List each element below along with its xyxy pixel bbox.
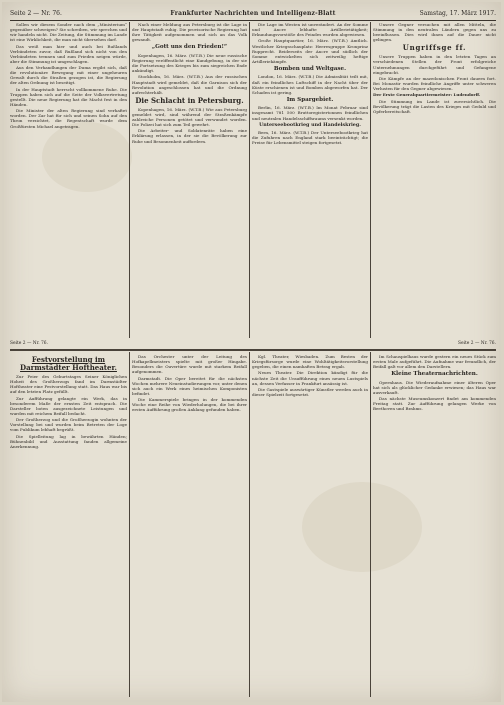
column-rule — [129, 22, 130, 338]
paragraph: Unsere Gegner versuchen mit allen Mitteln, die Stimmung in den neutralen Ländern gegen uns zu beeinflussen. Dies wird ihnen auf die Dauer nicht gelingen. — [373, 22, 496, 43]
paragraph: Das weiß man hier und auch bei Rußlands Verbündeten zuvor, daß Rußland sich nicht von den Verbündeten trennen und zum Frieden neigen würde, aber die Stimmung ist umgeschlagen. — [10, 43, 127, 64]
paragraph: Die Arbeiter- und Soldatenräte haben eine Erklärung erlassen, in der sie die Bevölkerung zur Ruhe und Besonnenheit auffordern. — [132, 128, 247, 144]
footer-right: Seite 2 — Nr. 76. — [458, 341, 496, 346]
headline-theater: Kleine Theaternachrichten. — [391, 371, 478, 378]
footer-left: Seite 2 — Nr. 76. — [10, 341, 48, 346]
paragraph: Große Hauptquartier, 16. März. (W.T.B.) Amtlich. Westlicher Kriegsschauplatz: Heeresgruppe Kronprinz Rupprecht. Beiderseits der Ancre und südlich der Somme entwickelten sich zeitweilig heftige Artilleriekämpfe. — [252, 38, 368, 64]
paragraph: Die Kammerspiele bringen in der kommenden Woche eine Reihe von Wiederholungen, die bei ihrer ersten Aufführung großen Anklang gefunden haben. — [132, 397, 247, 413]
column-top-4 — [373, 22, 496, 338]
headline-petersburg: Die Schlacht in Petersburg. — [135, 95, 244, 105]
newspaper-title: Frankfurter Nachrichten und Intelligenz-Blatt — [170, 10, 336, 17]
paragraph: Kgl. Theater, Wiesbaden. Zum Besten der Kriegsfürsorge wurde eine Wohltätigkeitsvorstellung gegeben, die einen namhaften Betrag ergab. — [252, 354, 368, 370]
newspaper-page — [2, 2, 501, 702]
column-bottom-2 — [132, 354, 247, 697]
headline-bomben: Bomben und Weltgase. — [273, 65, 347, 72]
column-top-3 — [252, 22, 368, 338]
paragraph: Zur Feier des Geburtstages Seiner Königlichen Hoheit des Großherzogs fand im Darmstädter Hoftheater eine Festvorstellung statt. Das Haus war bis auf den letzten Platz gefüllt. — [10, 374, 127, 395]
paragraph: Der Großherzog und die Großherzogin wohnten der Vorstellung bei und wurden beim Betreten der Loge vom Publikum lebhaft begrüßt. — [10, 417, 127, 433]
column-rule — [370, 352, 371, 697]
paragraph: Bern, 16. März. (W.T.B.) Der Unterseebootkrieg hat die Zufuhren nach England stark beeinträchtigt; die Preise für Lebensmittel steigen fortgesetzt. — [252, 130, 368, 146]
column-top-2 — [132, 22, 247, 338]
paragraph: Nach einer Meldung aus Petersburg ist die Lage in der Hauptstadt ruhig. Die provisorische Regierung hat ihre Tätigkeit aufgenommen und sich an das Volk gewandt. — [132, 22, 247, 43]
paragraph: Unsere Truppen haben in den letzten Tagen an verschiedenen Stellen der Front erfolgreiche Unternehmungen durchgeführt und Gefangene eingebracht. — [373, 54, 496, 75]
paragraph: Im Schauspielhaus wurde gestern ein neues Stück zum ersten Male aufgeführt. Die Aufnahme war freundlich, der Beifall galt vor allem den Darstellern. — [373, 354, 496, 370]
paragraph: Die Gastspiele auswärtiger Künstler werden auch in dieser Spielzeit fortgesetzt. — [252, 386, 368, 398]
column-rule — [249, 22, 250, 338]
paragraph: Kopenhagen, 16. März. (W.T.B.) Wie aus Petersburg gemeldet wird, sind während der Straßenkämpfe zahlreiche Personen getötet und verwundet worden. Die Polizei hat sich zum Teil gewehrt. — [132, 106, 247, 128]
paragraph: Die Minister der alten Regierung sind verhaftet worden. Der Zar hat für sich und seinen Sohn auf den Thron verzichtet, die Regentschaft wurde dem Großfürsten Michael angetragen. — [10, 108, 127, 129]
section-divider — [10, 349, 496, 351]
paragraph: Stockholm, 16. März. (W.T.B.) Aus der russischen Hauptstadt wird gemeldet, daß die Garnison sich der Revolution angeschlossen hat und die Ordnung aufrechterhält. — [132, 74, 247, 95]
column-rule — [370, 22, 371, 338]
column-bottom-1 — [10, 354, 127, 697]
headline-kriegsziele: „Gott uns den Frieden!“ — [151, 44, 228, 51]
column-bottom-3 — [252, 354, 368, 697]
paragraph: Die Spielleitung lag in bewährten Händen; Bühnenbild und Ausstattung fanden allgemeine Anerkennung. — [10, 433, 127, 449]
issue-number: Seite 2 — Nr. 76. — [10, 10, 62, 17]
column-bottom-4 — [373, 354, 496, 697]
masthead — [10, 8, 496, 21]
headline-festvorstellung: Festvorstellung im Darmstädter Hoftheater. — [20, 355, 117, 372]
paragraph: Neues Theater. Die Direktion kündigt für die nächste Zeit die Uraufführung eines neuen Lustspiels an, dessen Verfasser in Frankfurt ansässig ist. — [252, 370, 368, 386]
paragraph: Das Orchester unter der Leitung des Hofkapellmeisters spielte mit großer Hingabe. Besonders die Ouvertüre wurde mit starkem Beifall aufgenommen. — [132, 354, 247, 375]
paragraph: Aus den Verhandlungen der Duma ergibt sich, daß die revolutionäre Bewegung mit einer ungeheuren Gewalt durch die Straßen gezogen ist, die Regierung der alten Ordnung ist beseitigt. — [10, 65, 127, 86]
paragraph: Darmstadt. Die Oper bereitet für die nächsten Wochen mehrere Neueinstudierungen vor, unter denen sich auch ein Werk eines heimischen Komponisten befindet. — [132, 375, 247, 396]
paragraph: Die Kämpfe an der mazedonischen Front dauern fort. Bei Monastir wurden feindliche Angriffe unter schweren Verlusten für den Gegner abgewiesen. — [373, 75, 496, 92]
paragraph: Das nächste Museumskonzert findet am kommenden Freitag statt. Zur Aufführung gelangen Werke von Beethoven und Brahms. — [373, 396, 496, 412]
column-rule — [129, 352, 130, 697]
headline-ungriffsge: Ungriffsge ff. — [402, 43, 467, 53]
paragraph: London, 16. März. (W.T.B.) Die Admiralität teilt mit, daß ein feindliches Luftschiff in der Nacht über der Küste erschienen ist und Bomben abgeworfen hat. Der Schaden ist gering. — [252, 74, 368, 95]
headline-unterseeboote: Unterseebootkrieg und Handelskrieg. — [259, 121, 361, 128]
column-rule — [249, 352, 250, 697]
paragraph: Zur Aufführung gelangte ein Werk, das in besonderem Maße der ernsten Zeit entsprach. Die Darsteller boten ausgezeichnete Leistungen und wurden mit reichem Beifall bedacht. — [10, 395, 127, 416]
section-footer — [10, 340, 496, 348]
paragraph: Sollen wir diesem Sonder nach dem „Ministerium“ gegenüber schweigen? Sie schreiben, wir sprechen und wir handeln nicht. Die Zeitung, die Stimmung im Lande ist eine Wirklichkeit, die man nicht übersehen darf. — [10, 22, 127, 43]
signature-line: Der Erste Generalquartiermeister: Ludendorff. — [373, 92, 481, 98]
headline-spargebiet: Im Spargebiet. — [286, 96, 334, 103]
paragraph: Die Stimmung im Lande ist zuversichtlich. Die Bevölkerung trägt die Lasten des Krieges mit Geduld und Opferbereitschaft. — [373, 98, 496, 114]
paragraph: Kopenhagen, 16. März. (W.T.B.) Die neue russische Regierung veröffentlicht eine Kundgebung, in der sie die Fortsetzung des Krieges bis zum siegreichen Ende ankündigt. — [132, 52, 247, 74]
paragraph: Die Lage im Westen ist unverändert. An der Somme und Ancre lebhafte Artillerietätigkeit; Erkundungsvorstöße des Feindes wurden abgewiesen. — [252, 22, 368, 38]
paragraph: In der Hauptstadt herrscht vollkommene Ruhe. Die Truppen haben sich auf die Seite der Volksvertretung gestellt. Die neue Regierung hat die Macht fest in den Händen. — [10, 86, 127, 107]
paragraph: Berlin, 16. März. (W.T.B.) Im Monat Februar sind insgesamt 781 500 Bruttoregistertonnen feindlichen und neutralen Handelsschiffsraums versenkt worden. — [252, 105, 368, 121]
paragraph: Opernhaus. Die Wiederaufnahme einer älteren Oper hat sich als glücklicher Gedanke erwiesen; das Haus war ausverkauft. — [373, 379, 496, 395]
column-top-1 — [10, 22, 127, 338]
issue-date: Samstag, 17. März 1917. — [419, 10, 496, 17]
